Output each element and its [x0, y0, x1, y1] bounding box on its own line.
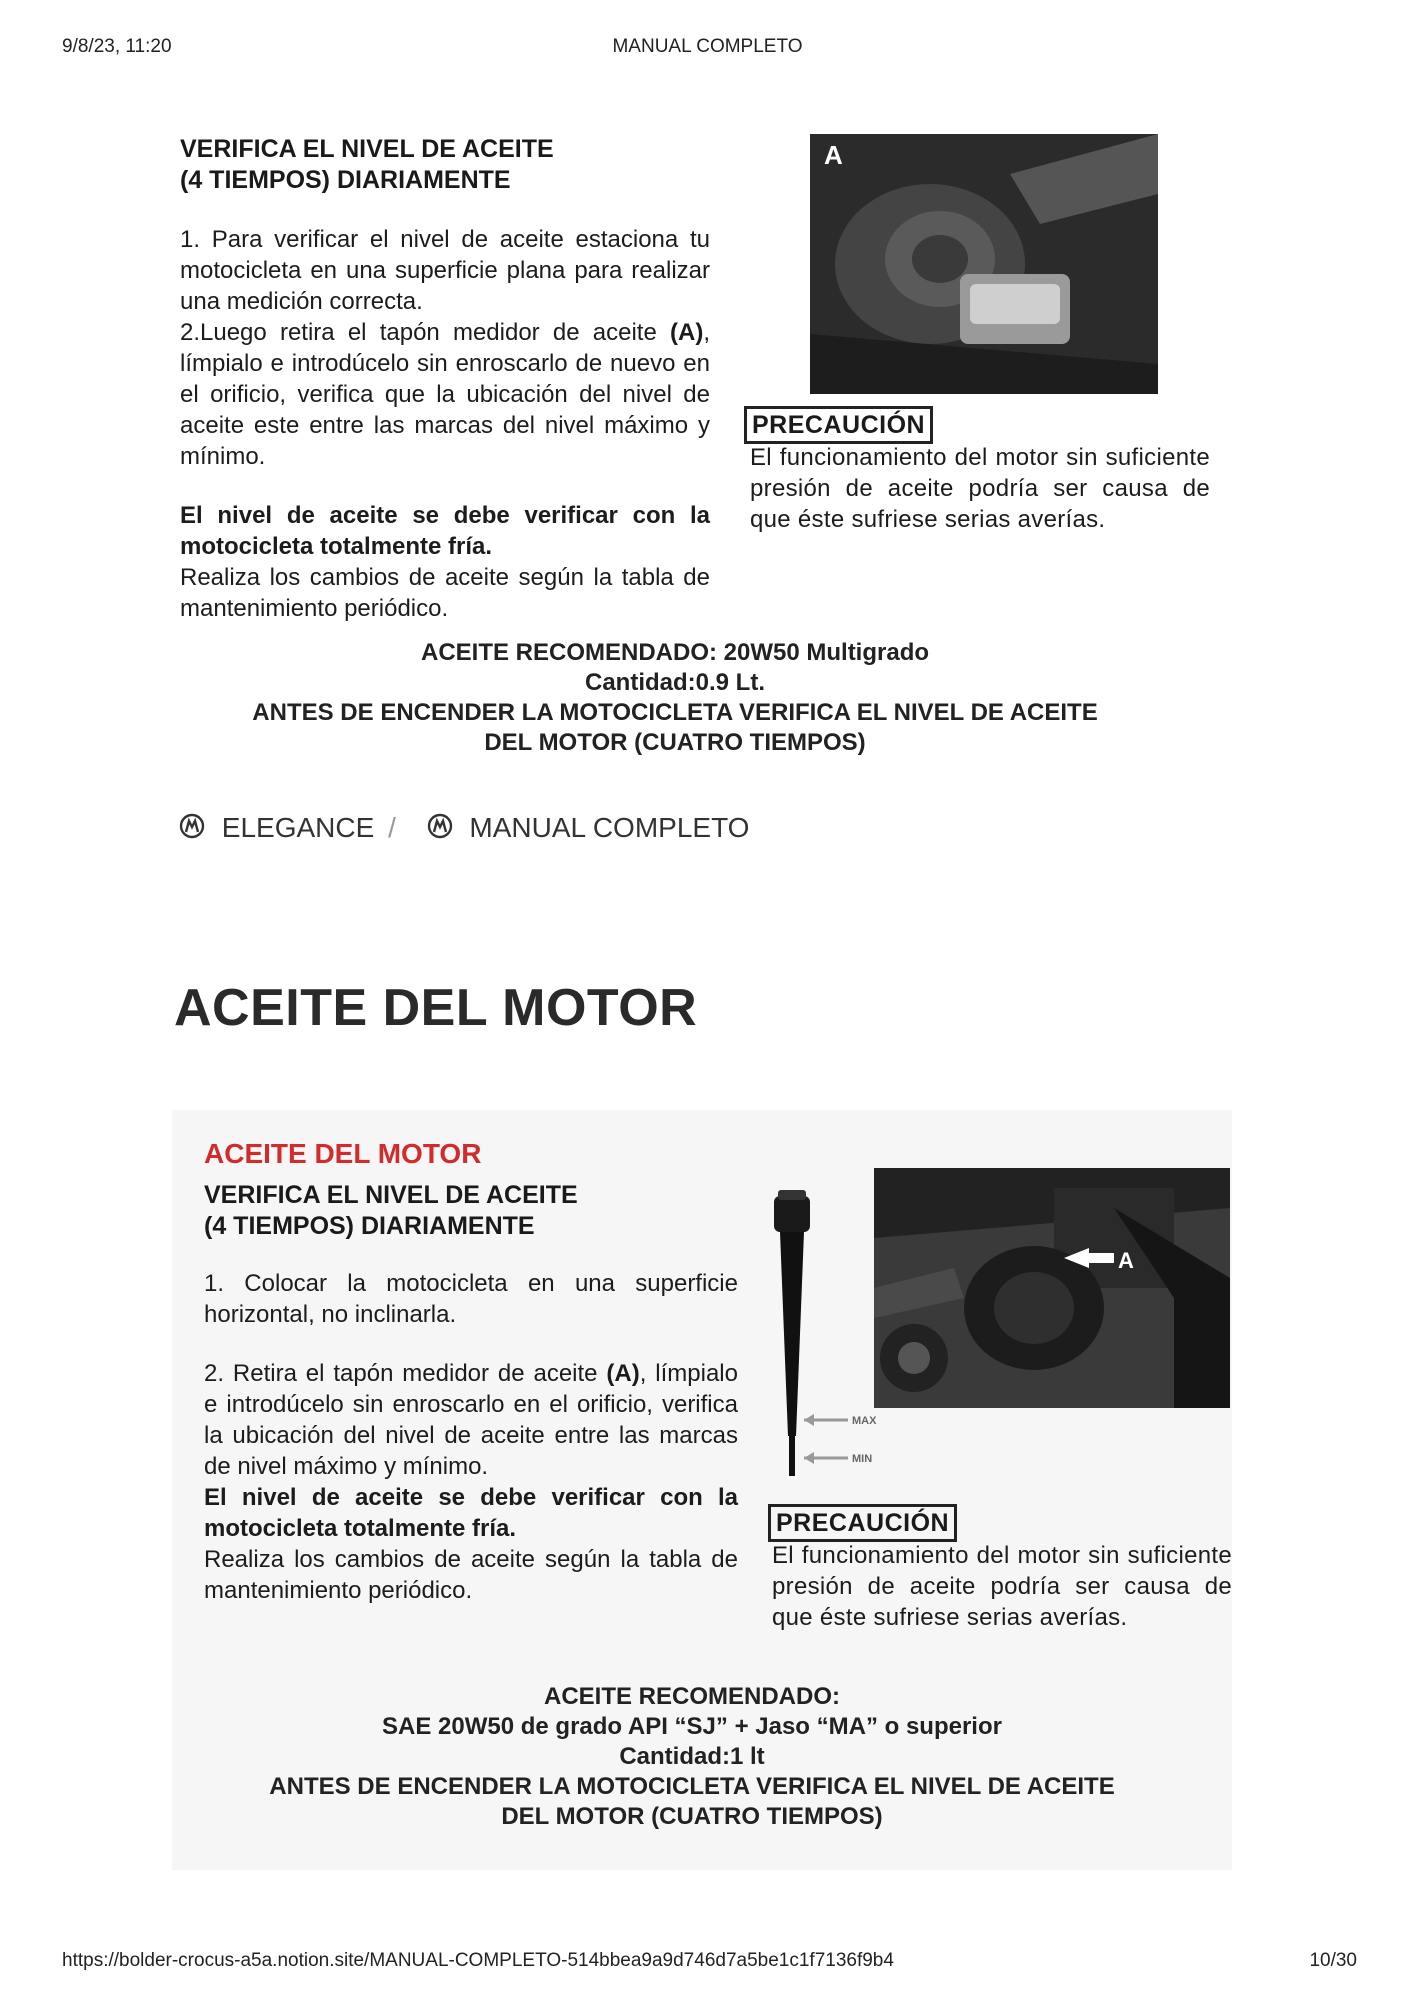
brand-logo-icon: [178, 812, 206, 847]
print-url: https://bolder-crocus-a5a.notion.site/MANUAL-COMPLETO-514bbea9a9d746d7a5be1c1f7136f9b4: [62, 1950, 894, 1971]
engine-photo-motorcycle: [874, 1168, 1230, 1408]
section2-cold-note: El nivel de aceite se debe verificar con la motocicleta totalmente fría.: [204, 1484, 738, 1542]
section2-heading: VERIFICA EL NIVEL DE ACEITE (4 TIEMPOS) DIARIAMENTE: [204, 1181, 578, 1240]
dipstick-max-label: MAX: [852, 1415, 877, 1427]
section1-step2: 2.Luego retira el tapón medidor de aceite (A), límpialo e introdúcelo sin enroscarlo de nuevo en el orificio, verifica que la ubicación del nivel de aceite este entre las marcas del nivel máximo y mínimo.: [180, 319, 710, 470]
engine-photo-dipstick: [810, 134, 1158, 394]
section2-red-title: ACEITE DEL MOTOR: [204, 1138, 482, 1169]
print-page-number: 10/30: [1309, 1950, 1357, 1971]
print-datetime: 9/8/23, 11:20: [62, 36, 172, 57]
breadcrumb-item-elegance[interactable]: ELEGANCE: [221, 812, 375, 843]
photo-label-a: A: [824, 140, 843, 170]
section1-heading: VERIFICA EL NIVEL DE ACEITE (4 TIEMPOS) DIARIAMENTE: [180, 135, 554, 194]
breadcrumb-separator: /: [388, 812, 396, 843]
section2-step1: 1. Colocar la motocicleta en una superficie horizontal, no inclinarla.: [204, 1270, 738, 1328]
section2-recommended-oil: ACEITE RECOMENDADO: SAE 20W50 de grado API “SJ” + Jaso “MA” o superior Cantidad:1 lt ANTES DE ENCENDER LA MOTOCICLETA VERIFICA EL NIVEL DE ACEITE DEL MOTOR (CUATRO TIEMPOS): [269, 1683, 1115, 1830]
section1-instructions: [180, 224, 710, 624]
section2-caution-text: El funcionamiento del motor sin suficiente presión de aceite podría ser causa de que éste sufriese serias averías.: [772, 1542, 1232, 1631]
section2-maintenance: Realiza los cambios de aceite según la tabla de mantenimiento periódico.: [204, 1546, 738, 1604]
section2-caution-title: PRECAUCIÓN: [768, 1504, 957, 1542]
breadcrumb-item-manual[interactable]: MANUAL COMPLETO: [469, 812, 750, 843]
breadcrumb: [178, 812, 749, 847]
section1-caution-title: PRECAUCIÓN: [744, 406, 933, 444]
section1-step1: 1. Para verificar el nivel de aceite estaciona tu motocicleta en una superficie plana para realizar una medición correcta.: [180, 226, 710, 315]
brand-logo-icon: [426, 812, 454, 847]
manual-scan-1: [170, 120, 1220, 780]
photo-label-a: A: [1118, 1248, 1134, 1273]
page-title: ACEITE DEL MOTOR: [174, 979, 698, 1037]
print-title: MANUAL COMPLETO: [612, 36, 803, 57]
section1-caution-text: El funcionamiento del motor sin suficiente presión de aceite podría ser causa de que éste sufriese serias averías.: [750, 444, 1210, 533]
section1-maintenance: Realiza los cambios de aceite según la tabla de mantenimiento periódico.: [180, 564, 710, 622]
manual-scan-2: [172, 1110, 1232, 1870]
section1-cold-note: El nivel de aceite se debe verificar con la motocicleta totalmente fría.: [180, 502, 710, 560]
section2-instructions: [204, 1268, 738, 1606]
dipstick-illustration: [764, 1186, 884, 1486]
section2-step2: 2. Retira el tapón medidor de aceite (A), límpialo e introdúcelo sin enroscarlo en el orificio, verifica la ubicación del nivel de aceite entre las marcas de nivel máximo y mínimo.: [204, 1360, 738, 1480]
dipstick-min-label: MIN: [852, 1453, 873, 1465]
section1-recommended-oil: ACEITE RECOMENDADO: 20W50 Multigrado Cantidad:0.9 Lt. ANTES DE ENCENDER LA MOTOCICLETA VERIFICA EL NIVEL DE ACEITE DEL MOTOR (CUATRO TIEMPOS): [252, 639, 1098, 756]
